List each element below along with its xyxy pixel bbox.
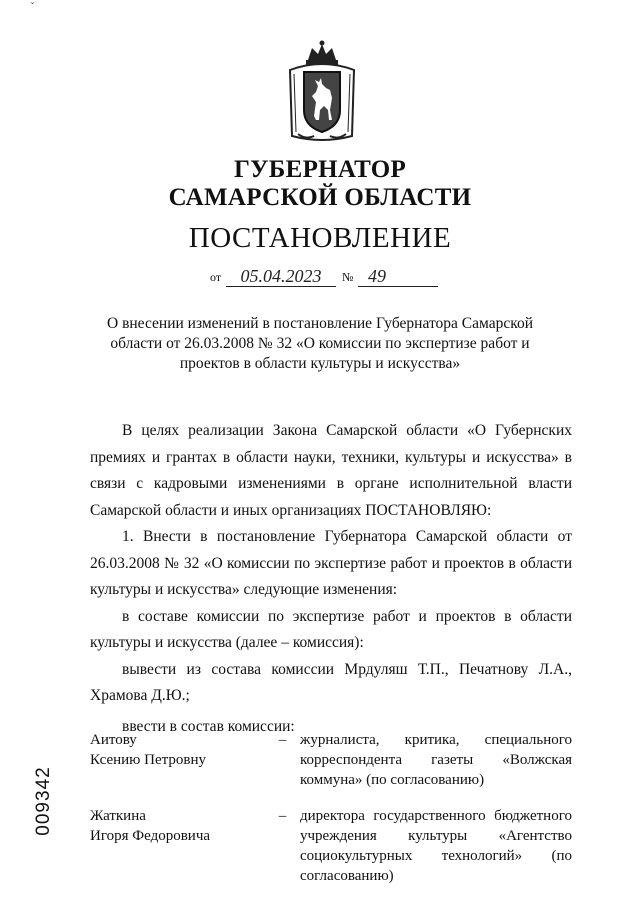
list-item (90, 730, 572, 790)
member-dash: – (278, 732, 287, 748)
document-subject: О внесении изменений в постановление Губернатора Самарской области от 26.03.2008 № 32 «О комиссии по экспертизе работ и проектов в области культуры и искусства» (107, 315, 533, 372)
date-prefix: от (210, 270, 222, 284)
serial-number-text: 009342 (33, 766, 54, 836)
date-number-line (210, 266, 440, 288)
document-number: 49 (358, 266, 438, 287)
add-members-paragraph: ввести в состав комиссии: (122, 717, 295, 735)
document-type: ПОСТАНОВЛЕНИЕ (188, 222, 452, 254)
member-dash: – (278, 808, 287, 824)
intro-paragraph: В целях реализации Закона Самарской области «О Губернских премиях и грантах в области науки, техники, культуры и искусства» в связи с кадровыми изменениями в органе исполнительной власти Самарской области и иных организациях ПОСТАНОВЛЯЮ: (90, 422, 572, 519)
document-body (90, 418, 572, 740)
org-title-line2: САМАРСКОЙ ОБЛАСТИ (168, 184, 472, 211)
member-role: журналиста, критика, специального корреспондента газеты «Волжская коммуна» (по согласованию) (300, 732, 572, 788)
corner-mark: ˇ (30, 2, 35, 13)
document-date: 05.04.2023 (226, 266, 336, 287)
samara-coat-of-arms-icon (286, 40, 358, 144)
member-given-names: Ксению Петровну (90, 752, 206, 768)
member-name (90, 730, 265, 790)
member-name (90, 806, 265, 886)
number-prefix: № (342, 270, 354, 284)
list-item (90, 806, 572, 886)
composition-paragraph: в составе комиссии по экспертизе работ и проектов в области культуры и искусства (далее – комиссия): (90, 607, 572, 651)
member-given-names: Игоря Федоровича (90, 828, 211, 844)
member-role: директора государственного бюджетного учреждения культуры «Агентство социокультурных технологий» (по согласованию) (300, 808, 572, 884)
members-list (90, 730, 572, 898)
member-surname: Жаткина (90, 808, 146, 824)
serial-number (34, 756, 56, 846)
item-1-paragraph: 1. Внести в постановление Губернатора Самарской области от 26.03.2008 № 32 «О комиссии по экспертизе работ и проектов в области культуры и искусства» следующие изменения: (90, 528, 572, 598)
member-surname: Аитову (90, 732, 137, 748)
org-title-line1: ГУБЕРНАТОР (233, 156, 407, 183)
remove-members-paragraph: вывести из состава комиссии Мрдуляш Т.П., Печатнову Л.А., Храмова Д.Ю.; (90, 660, 572, 704)
